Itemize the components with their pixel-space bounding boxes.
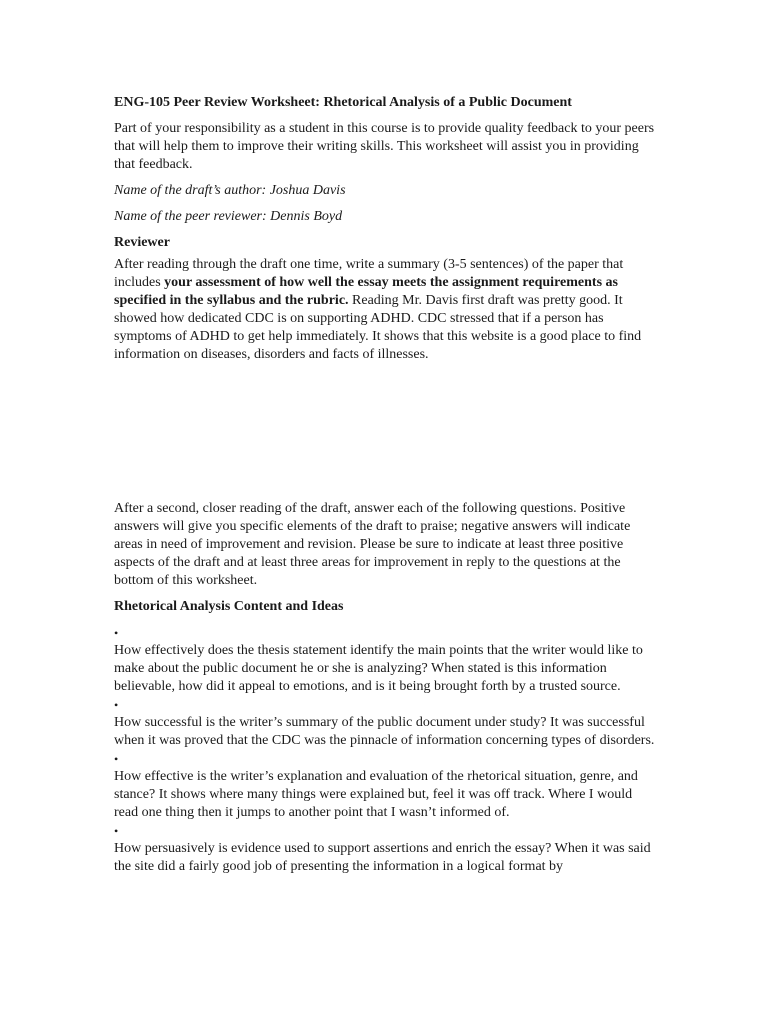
list-item — [114, 750, 659, 822]
section-heading: Rhetorical Analysis Content and Ideas — [114, 599, 344, 614]
summary-paragraph — [114, 256, 659, 364]
question-text: How persuasively is evidence used to support assertions and enrich the essay? When it was said the site did a fairly good job of presenting the information in a logical format by — [114, 841, 651, 874]
question-list — [114, 624, 659, 876]
list-item — [114, 624, 659, 696]
question-text: How successful is the writer’s summary of the public document under study? It was successful when it was proved that the CDC was the pinnacle of information concerning types of disorders. — [114, 715, 655, 748]
second-reading-paragraph: After a second, closer reading of the draft, answer each of the following questions. Positive answers will give you specific elements of the draft to praise; negative answers will indicate areas in need of improvement and revision. Please be sure to indicate at least three positive aspects of the draft and at least three areas for improvement in reply to the questions at the bottom of this worksheet. — [114, 501, 631, 588]
bullet-icon: • — [114, 626, 119, 640]
reviewer-line: Name of the peer reviewer: Dennis Boyd — [114, 209, 343, 224]
worksheet-page — [114, 94, 659, 876]
summary-text-answer: Reading Mr. Davis first draft was pretty good. It showed how dedicated CDC is on supporting ADHD. CDC stressed that if a person has symptoms of ADHD to get help immediately. It shows that this website is a good place to find information on diseases, disorders and facts of illnesses. — [114, 293, 642, 362]
question-text: How effectively does the thesis statement identify the main points that the writer would like to make about the public document he or she is analyzing? When stated is this information believable, how did it appeal to emotions, and is it being brought forth by a trusted source. — [114, 643, 643, 694]
list-item — [114, 696, 659, 750]
worksheet-title: ENG-105 Peer Review Worksheet: Rhetorical Analysis of a Public Document — [114, 95, 572, 110]
list-item — [114, 822, 659, 876]
summary-bold-requirement: your assessment of how well the essay meets the assignment requirements as specified in the syllabus and the rubric. — [114, 275, 618, 308]
summary-text-start: After reading through the draft one time, write a summary (3-5 sentences) of the paper that includes — [114, 257, 624, 290]
intro-paragraph: Part of your responsibility as a student in this course is to provide quality feedback to your peers that will help them to improve their writing skills. This worksheet will assist you in providing that feedback. — [114, 121, 655, 172]
blank-space — [114, 364, 659, 500]
author-line: Name of the draft’s author: Joshua Davis — [114, 183, 346, 198]
bullet-icon: • — [114, 752, 119, 766]
question-text: How effective is the writer’s explanation and evaluation of the rhetorical situation, genre, and stance? It shows where many things were explained but, feel it was off track. Where I would read one thing then it jumps to another point that I wasn’t informed of. — [114, 769, 638, 820]
bullet-icon: • — [114, 824, 119, 838]
bullet-icon: • — [114, 698, 119, 712]
reviewer-heading: Reviewer — [114, 235, 170, 250]
